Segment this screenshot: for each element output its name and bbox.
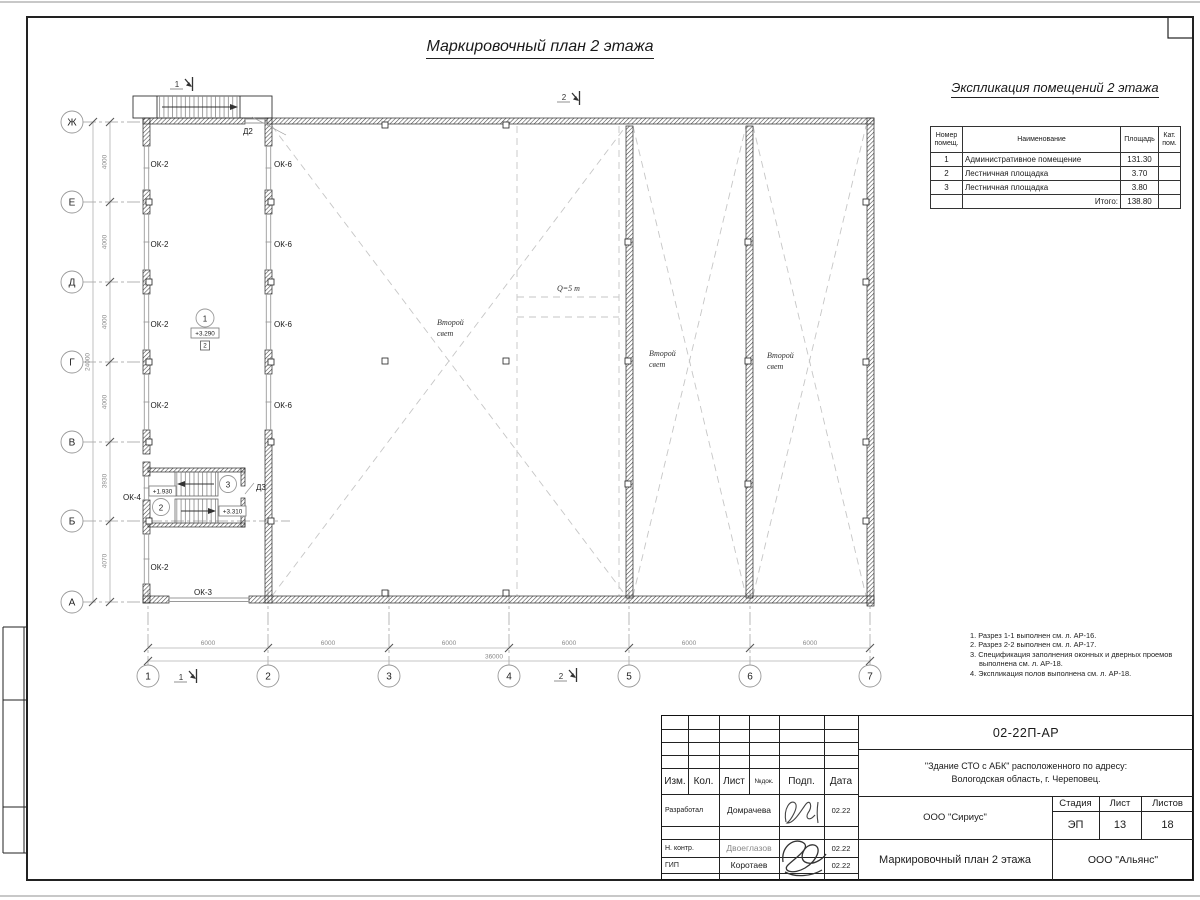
stamp-col-podp: Подп. — [788, 775, 815, 787]
window-label-ok2: ОК-2 — [150, 320, 169, 329]
axis-row-label: Б — [68, 516, 76, 528]
window-label-ok2: ОК-2 — [150, 563, 169, 572]
note-item: 4. Экспликация полов выполнена см. л. АР-18. — [970, 668, 1132, 678]
total-value: 138.80 — [1121, 195, 1159, 209]
notes-list — [970, 631, 1182, 678]
note-item: 3. Спецификация заполнения оконных и дверных проемов выполнена см. л. АР-18. — [970, 649, 1173, 669]
sheet-label: Лист — [1109, 798, 1131, 809]
col-header-name: Наименование — [963, 127, 1121, 153]
crane-zone-dashes — [517, 126, 619, 596]
sheets-label: Листов — [1152, 798, 1183, 809]
room-cat — [1159, 153, 1181, 167]
stamp-role: Н. контр. — [665, 844, 694, 852]
dim-left: 4000 — [101, 394, 109, 410]
second-light-label: свет — [649, 360, 666, 369]
room-name: Лестничная площадка — [963, 181, 1121, 195]
axis-row-label: Г — [69, 357, 75, 369]
axis-col-label: 3 — [386, 671, 392, 683]
room-num: 3 — [931, 181, 963, 195]
window-label-ok3: ОК-3 — [194, 588, 212, 597]
stamp-date: 02.22 — [831, 843, 851, 853]
room3-number: 3 — [225, 480, 231, 490]
explication-header-row — [931, 127, 1181, 153]
signature-1 — [780, 796, 824, 828]
total-row — [931, 195, 1181, 209]
room-name: Административное помещение — [963, 153, 1121, 167]
dim-left: 4000 — [101, 154, 109, 170]
object-line2: Вологодская область, г. Череповец. — [951, 773, 1101, 784]
room2-number: 2 — [158, 503, 164, 513]
stamp-role: ГИП — [665, 861, 679, 869]
window-label-ok6: ОК-6 — [274, 401, 292, 410]
room-cat — [1159, 181, 1181, 195]
stair-level-lower: +1.930 — [152, 488, 173, 496]
explication-title: Экспликация помещений 2 этажа — [920, 80, 1190, 98]
stamp-col-ndoc: №док. — [754, 777, 774, 785]
explication-table — [930, 126, 1181, 209]
col-header-cat: Кат. пом. — [1159, 127, 1181, 153]
room-cat — [1159, 167, 1181, 181]
room-area: 3.70 — [1121, 167, 1159, 181]
interior-stair — [175, 472, 218, 523]
dim-bottom: 6000 — [320, 640, 336, 647]
crane-capacity-label: Q=5 т — [557, 284, 580, 293]
stamp-name: Коротаев — [730, 860, 768, 870]
second-light-label: Второй — [437, 318, 464, 327]
stamp-date: 02.22 — [831, 805, 851, 815]
table-row — [931, 153, 1181, 167]
object-line1: "Здание СТО с АБК" расположенного по адресу: — [924, 761, 1128, 772]
stamp-name: Домрачева — [727, 805, 771, 815]
col-header-num: Номер помещ. — [931, 127, 963, 153]
stamp-col-izm: Изм. — [664, 775, 686, 787]
axis-row-label: А — [68, 597, 76, 609]
window-label-ok2: ОК-2 — [150, 160, 169, 169]
window-openings — [144, 119, 272, 602]
dim-left: 4000 — [101, 314, 109, 330]
axis-col-label: 4 — [506, 671, 512, 683]
exterior-stair — [133, 96, 272, 118]
axis-col-label: 1 — [145, 671, 151, 683]
axis-row-label: В — [68, 437, 76, 449]
dim-bottom: 6000 — [561, 640, 577, 647]
axis-col-label: 6 — [747, 671, 753, 683]
note-item: 1. Разрез 1-1 выполнен см. л. АР-16. — [970, 631, 1097, 640]
dim-left: 3930 — [101, 473, 109, 489]
room-area: 131.30 — [1121, 153, 1159, 167]
stamp-name: Двоеглазов — [726, 843, 772, 853]
table-row — [931, 181, 1181, 195]
second-light-label: свет — [767, 362, 784, 371]
room-area: 3.80 — [1121, 181, 1159, 195]
side-stamp — [3, 627, 27, 853]
doc-number: 02-22П-АР — [992, 725, 1060, 740]
col-header-area: Площадь — [1121, 127, 1159, 153]
stamp-role: Разработал — [665, 806, 704, 814]
window-label-ok4: ОК-4 — [123, 493, 141, 502]
column-markers — [146, 122, 869, 596]
sheets-total: 18 — [1161, 819, 1174, 831]
room-name: Лестничная площадка — [963, 167, 1121, 181]
sheet-number: 13 — [1113, 819, 1127, 831]
room1-number: 1 — [202, 314, 208, 324]
stamp-sheet-title: Маркировочный план 2 этажа — [879, 854, 1031, 866]
object-description — [858, 749, 1194, 796]
dim-left: 4000 — [101, 234, 109, 250]
stair-level-upper: +3.310 — [222, 508, 243, 516]
blank-cell — [931, 195, 963, 209]
axis-col-label: 7 — [867, 671, 873, 683]
page-title: Маркировочный план 2 этажа — [390, 38, 690, 58]
dim-bottom-total: 36000 — [484, 653, 504, 661]
dimension-lines — [85, 118, 875, 665]
dim-left: 4070 — [101, 553, 109, 569]
stamp-col-data: Дата — [829, 775, 853, 787]
stage-label: Стадия — [1059, 798, 1092, 809]
window-label-ok6: ОК-6 — [274, 240, 292, 249]
dim-bottom: 6000 — [441, 640, 457, 647]
stamp-date: 02.22 — [831, 860, 851, 870]
blank-cell — [1159, 195, 1181, 209]
axis-col-label: 2 — [265, 671, 271, 683]
door-label-d2: Д2 — [243, 127, 253, 136]
org2: ООО "Альянс" — [1087, 854, 1159, 866]
stage-value: ЭП — [1067, 819, 1084, 831]
table-row — [931, 167, 1181, 181]
total-label: Итого: — [963, 195, 1121, 209]
stamp-col-list: Лист — [723, 775, 745, 787]
dim-bottom: 6000 — [200, 640, 216, 647]
section-mark-1: 1 — [178, 673, 184, 682]
corner-stamp-box — [1168, 17, 1193, 38]
axis-row-label: Е — [68, 197, 76, 209]
window-label-ok2: ОК-2 — [150, 240, 169, 249]
signature-2 — [776, 834, 832, 880]
second-light-label: Второй — [767, 351, 794, 360]
window-label-ok6: ОК-6 — [274, 160, 292, 169]
window-label-ok6: ОК-6 — [274, 320, 292, 329]
section-mark-2: 2 — [558, 672, 564, 681]
dim-bottom: 6000 — [802, 640, 818, 647]
second-light-label: свет — [437, 329, 454, 338]
room1-level: +3.290 — [195, 330, 215, 338]
axis-col-label: 5 — [626, 671, 632, 683]
dim-bottom: 6000 — [681, 640, 697, 647]
second-light-dashes — [272, 126, 866, 596]
room-num: 1 — [931, 153, 963, 167]
dim-left-total: 24000 — [84, 352, 92, 372]
room-num: 2 — [931, 167, 963, 181]
section-mark-2: 2 — [561, 93, 567, 102]
title-block — [661, 715, 1193, 880]
room1-floor-type: 2 — [203, 342, 207, 350]
section-mark-1: 1 — [174, 80, 180, 89]
org1: ООО "Сириус" — [923, 812, 987, 823]
axis-row-label: Ж — [67, 117, 77, 129]
second-light-label: Второй — [649, 349, 676, 358]
stamp-col-kol: Кол. — [693, 775, 714, 787]
axis-row-label: Д — [68, 277, 76, 289]
door-label-d3: Д3 — [256, 483, 266, 492]
window-label-ok2: ОК-2 — [150, 401, 169, 410]
note-item: 2. Разрез 2-2 выполнен см. л. АР-17. — [970, 640, 1097, 650]
section-marks — [170, 77, 580, 683]
